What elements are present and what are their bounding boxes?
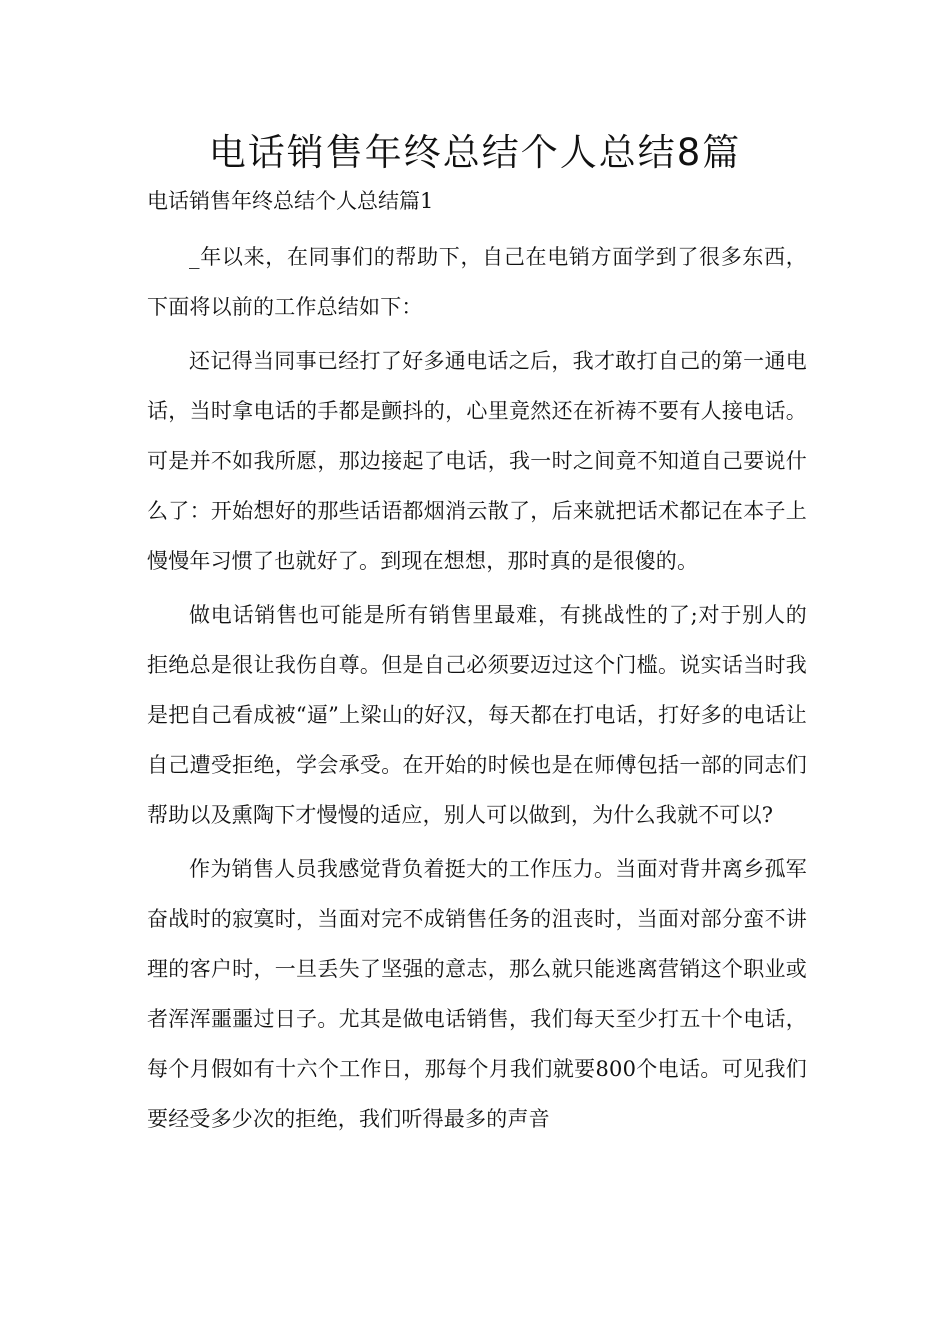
document-title: 电话销售年终总结个人总结8篇 — [208, 131, 742, 174]
paragraph-3: 做电话销售也可能是所有销售里最难，有挑战性的了;对于别人的拒绝总是很让我伤自尊。但是自己必须要迈过这个门槛。说实话当时我是把自己看成被“逼”上梁山的好汉，每天都在打电话，打好多的电话让自己遭受拒绝，学会承受。在开始的时候也是在师傅包括一部的同志们帮助以及熏陶下才慢慢的适应，别人可以做到，为什么我就不可以? — [147, 603, 807, 827]
paragraph-2: 还记得当同事已经打了好多通电话之后，我才敢打自己的第一通电话，当时拿电话的手都是颤抖的，心里竟然还在祈祷不要有人接电话。可是并不如我所愿，那边接起了电话，我一时之间竟不知道自己要说什么了：开始想好的那些话语都烟消云散了，后来就把话术都记在本子上慢慢年习惯了也就好了。到现在想想，那时真的是很傻的。 — [147, 349, 807, 573]
section-heading: 电话销售年终总结个人总结篇1 — [147, 189, 434, 213]
paragraph-1: _年以来，在同事们的帮助下，自己在电销方面学到了很多东西，下面将以前的工作总结如下： — [147, 245, 807, 319]
paragraph-4: 作为销售人员我感觉背负着挺大的工作压力。当面对背井离乡孤军奋战时的寂寞时，当面对完不成销售任务的沮丧时，当面对部分蛮不讲理的客户时，一旦丢失了坚强的意志，那么就只能逃离营销这个职业或者浑浑噩噩过日子。尤其是做电话销售，我们每天至少打五十个电话，每个月假如有十六个工作日，那每个月我们就要800个电话。可见我们要经受多少次的拒绝，我们听得最多的声音 — [147, 857, 807, 1131]
document-body — [147, 232, 807, 1148]
